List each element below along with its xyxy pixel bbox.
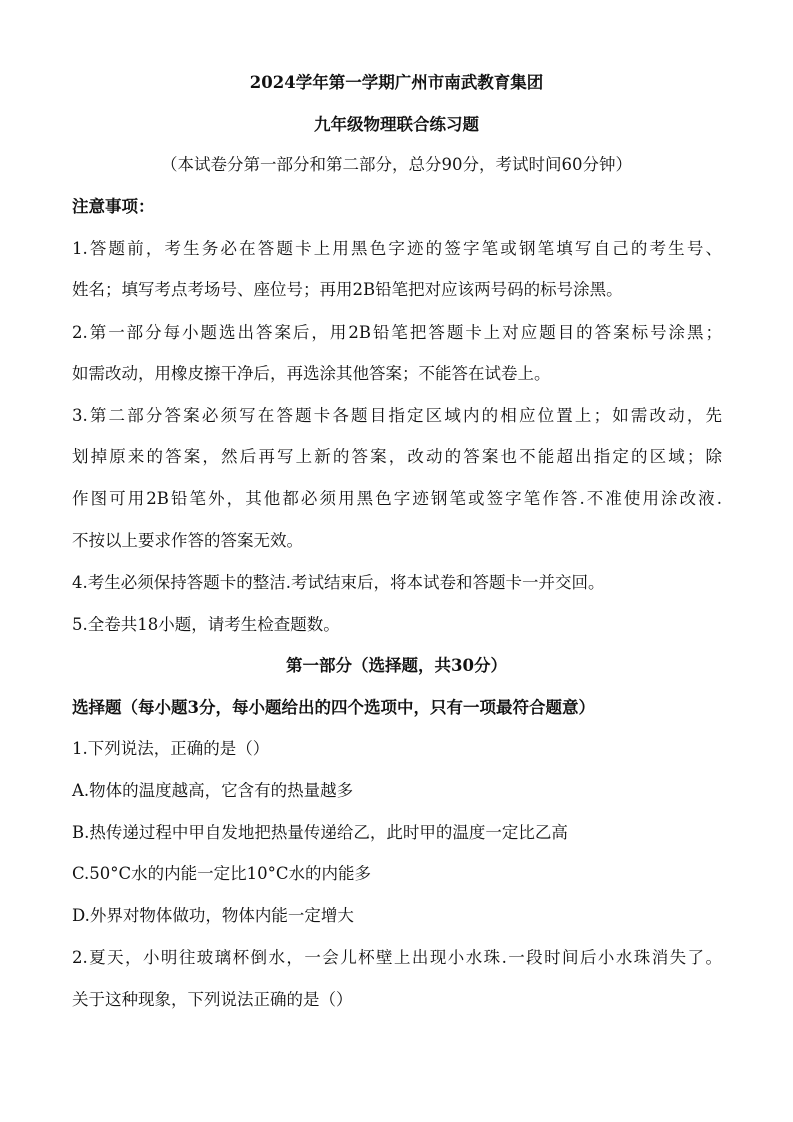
exam-note: （本试卷分第一部分和第二部分，总分90分，考试时间60分钟） — [161, 155, 632, 174]
exam-subtitle: 九年级物理联合练习题 — [314, 115, 479, 134]
notice-line-6: 划掉原来的答案，然后再写上新的答案，改动的答案也不能超出指定的区域；除 — [72, 447, 722, 466]
q1-option-d: D.外界对物体做功，物体内能一定增大 — [72, 906, 354, 925]
notice-line-9: 4.考生必须保持答题卡的整洁.考试结束后，将本试卷和答题卡一并交回。 — [72, 573, 605, 592]
exam-title: 2024学年第一学期广州市南武教育集团 — [249, 73, 544, 92]
q2-stem-line-1: 2.夏天，小明往玻璃杯倒水，一会儿杯壁上出现小水珠.一段时间后小水珠消失了。 — [72, 948, 722, 967]
q1-stem: 1.下列说法，正确的是（） — [72, 739, 270, 758]
q2-stem-line-2: 关于这种现象，下列说法正确的是（） — [72, 990, 353, 1009]
notice-heading: 注意事项： — [72, 197, 155, 216]
notice-line-8: 不按以上要求作答的答案无效。 — [72, 531, 303, 550]
notice-line-7: 作图可用2B铅笔外，其他都必须用黑色字迹钢笔或签字笔作答.不准使用涂改液. — [72, 489, 722, 508]
notice-line-5: 3.第二部分答案必须写在答题卡各题目指定区域内的相应位置上；如需改动，先 — [72, 406, 722, 425]
q1-option-c: C.50°C水的内能一定比10°C水的内能多 — [72, 864, 372, 883]
part1-instructions: 选择题（每小题3分，每小题给出的四个选项中，只有一项最符合题意） — [72, 698, 595, 717]
notice-line-1: 1.答题前，考生务必在答题卡上用黑色字迹的签字笔或钢笔填写自己的考生号、 — [72, 239, 722, 258]
notice-line-10: 5.全卷共18小题，请考生检查题数。 — [72, 615, 340, 634]
notice-line-2: 姓名；填写考点考场号、座位号；再用2B铅笔把对应该两号码的标号涂黑。 — [72, 280, 623, 299]
notice-line-4: 如需改动，用橡皮擦干净后，再选涂其他答案；不能答在试卷上。 — [72, 364, 551, 383]
part1-heading: 第一部分（选择题，共30分） — [286, 656, 507, 675]
q1-option-b: B.热传递过程中甲自发地把热量传递给乙，此时甲的温度一定比乙高 — [72, 823, 568, 842]
notice-line-3: 2.第一部分每小题选出答案后，用2B铅笔把答题卡上对应题目的答案标号涂黑； — [72, 323, 722, 342]
q1-option-a: A.物体的温度越高，它含有的热量越多 — [72, 781, 354, 800]
